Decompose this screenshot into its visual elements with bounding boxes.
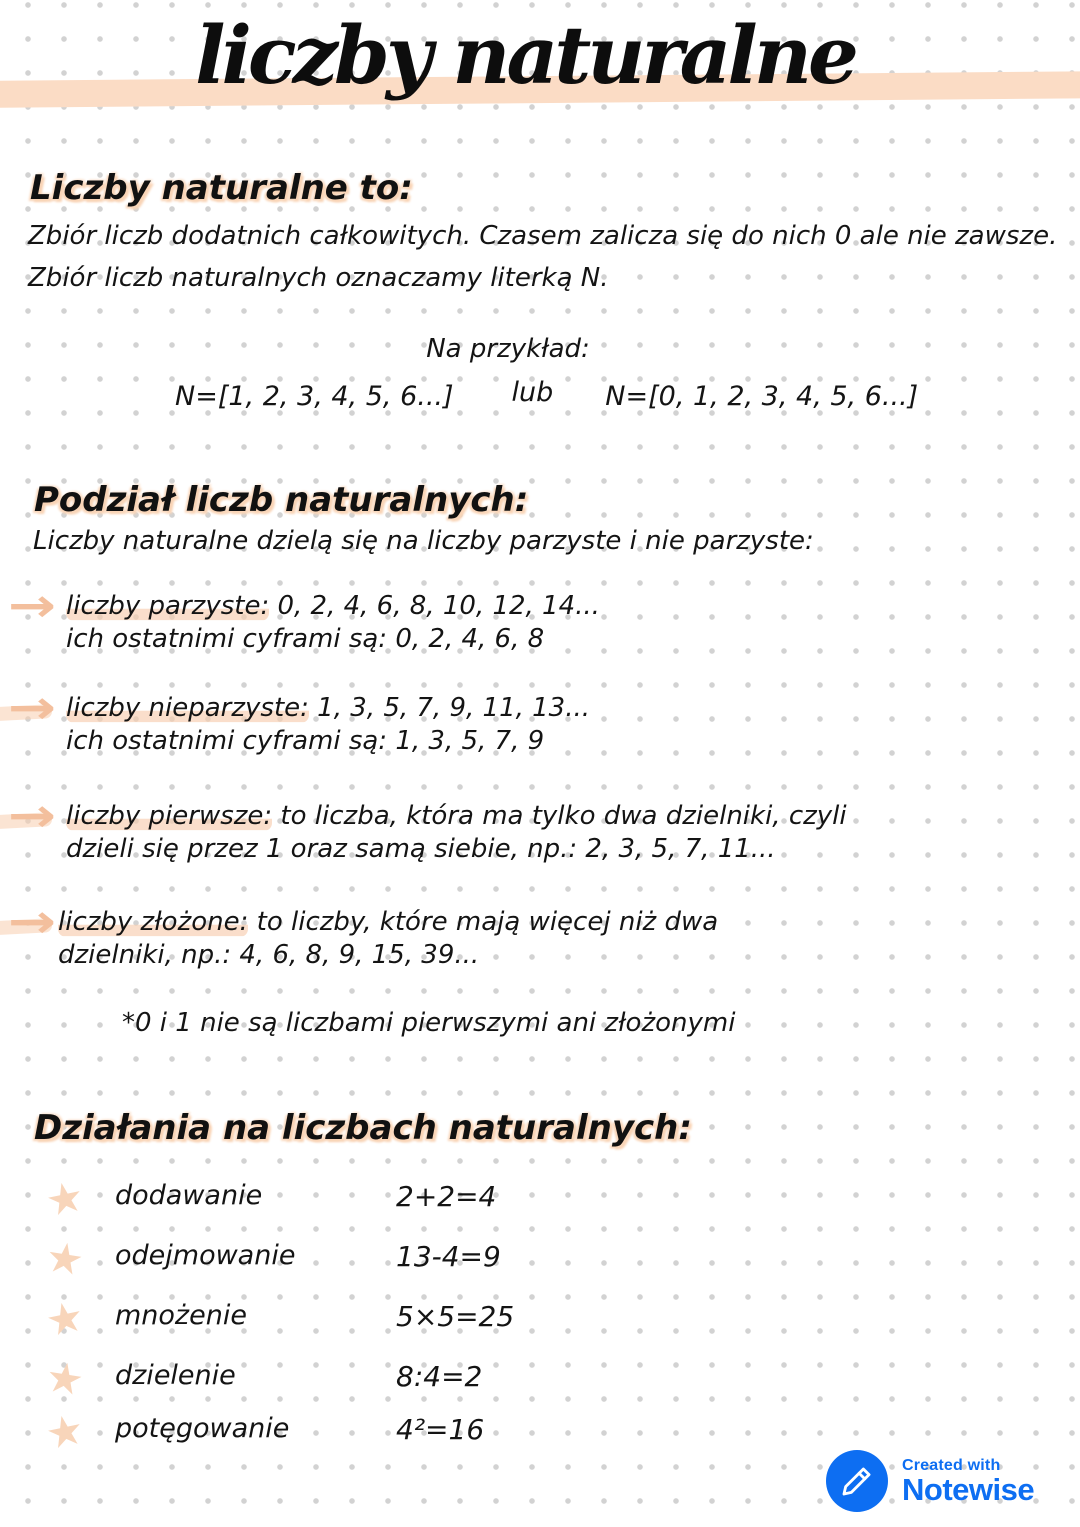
arrow-icon: →	[8, 680, 57, 734]
example-set-with-zero: N=[0, 1, 2, 3, 4, 5, 6...]	[605, 381, 919, 412]
list-item-label: liczby nieparzyste:	[66, 693, 309, 723]
operation-formula: 2+2=4	[396, 1180, 497, 1213]
list-item-line2: ich ostatnimi cyframi są: 0, 2, 4, 6, 8	[66, 624, 545, 654]
star-icon: ★	[41, 1403, 89, 1460]
operation-row	[0, 1231, 700, 1290]
list-item	[0, 894, 1000, 972]
operation-name: dodawanie	[115, 1180, 263, 1211]
example-or-word: lub	[511, 377, 554, 408]
arrow-icon: →	[8, 788, 57, 842]
operation-name: potęgowanie	[115, 1413, 290, 1444]
brand-name: Notewise	[902, 1471, 1035, 1507]
list-item-line2: ich ostatnimi cyframi są: 1, 3, 5, 7, 9	[66, 726, 545, 756]
operation-formula: 13-4=9	[396, 1240, 501, 1273]
section-heading-operations: Działania na liczbach naturalnych:	[34, 1108, 692, 1148]
operation-formula: 4²=16	[396, 1413, 485, 1446]
section-heading-division: Podział liczb naturalnych:	[34, 480, 529, 520]
list-item	[0, 578, 1000, 656]
definition-line: Zbiór liczb naturalnych oznaczamy literką N.	[28, 263, 609, 293]
list-item-rest: to liczby, które mają więcej niż dwa	[248, 907, 719, 937]
example-set-without-zero: N=[1, 2, 3, 4, 5, 6...]	[175, 381, 454, 412]
definition-line: Zbiór liczb dodatnich całkowitych. Czasem zalicza się do nich 0 ale nie zawsze.	[28, 221, 1058, 251]
operation-name: odejmowanie	[115, 1240, 296, 1271]
division-intro: Liczby naturalne dzielą się na liczby parzyste i nie parzyste:	[33, 526, 814, 556]
list-item	[0, 680, 1000, 758]
operation-row	[0, 1351, 700, 1410]
page-title: liczby naturalne	[195, 8, 855, 102]
list-item-text	[66, 692, 1000, 758]
star-icon: ★	[41, 1290, 89, 1347]
operation-row	[0, 1403, 700, 1463]
list-item-text	[66, 800, 1000, 866]
operation-name: dzielenie	[115, 1360, 236, 1391]
operation-row	[0, 1290, 700, 1350]
list-item	[0, 788, 1000, 866]
operation-formula: 5×5=25	[396, 1300, 515, 1333]
created-with-label: Created with	[902, 1456, 1001, 1474]
zero-one-footnote: *0 i 1 nie są liczbami pierwszymi ani złożonymi	[122, 1008, 736, 1038]
list-item-rest: 0, 2, 4, 6, 8, 10, 12, 14...	[269, 591, 600, 621]
list-item-text	[66, 590, 1000, 656]
list-item-line2: dzielniki, np.: 4, 6, 8, 9, 15, 39...	[58, 940, 480, 970]
arrow-icon: →	[8, 578, 57, 632]
star-icon: ★	[41, 1170, 89, 1227]
list-item-label: liczby złożone:	[58, 907, 249, 937]
operation-name: mnożenie	[115, 1300, 247, 1331]
section-heading-definition: Liczby naturalne to:	[30, 168, 413, 208]
list-item-line2: dzieli się przez 1 oraz samą siebie, np.: 2, 3, 5, 7, 11...	[66, 834, 776, 864]
example-row	[175, 377, 919, 413]
list-item-rest: 1, 3, 5, 7, 9, 11, 13...	[308, 693, 591, 723]
watermark-text	[902, 1457, 1034, 1506]
arrow-icon: →	[8, 894, 57, 948]
list-item-label: liczby pierwsze:	[66, 801, 273, 831]
star-icon: ★	[42, 1351, 88, 1406]
star-icon: ★	[42, 1231, 88, 1286]
operation-formula: 8:4=2	[396, 1360, 483, 1393]
list-item-text	[58, 906, 1000, 972]
list-item-rest: to liczba, która ma tylko dwa dzielniki, czyli	[272, 801, 847, 831]
operation-row	[0, 1170, 700, 1230]
example-label: Na przykład:	[426, 334, 590, 364]
notewise-watermark-link[interactable]	[826, 1450, 1034, 1512]
list-item-label: liczby parzyste:	[66, 591, 270, 621]
pencil-icon	[826, 1450, 888, 1512]
